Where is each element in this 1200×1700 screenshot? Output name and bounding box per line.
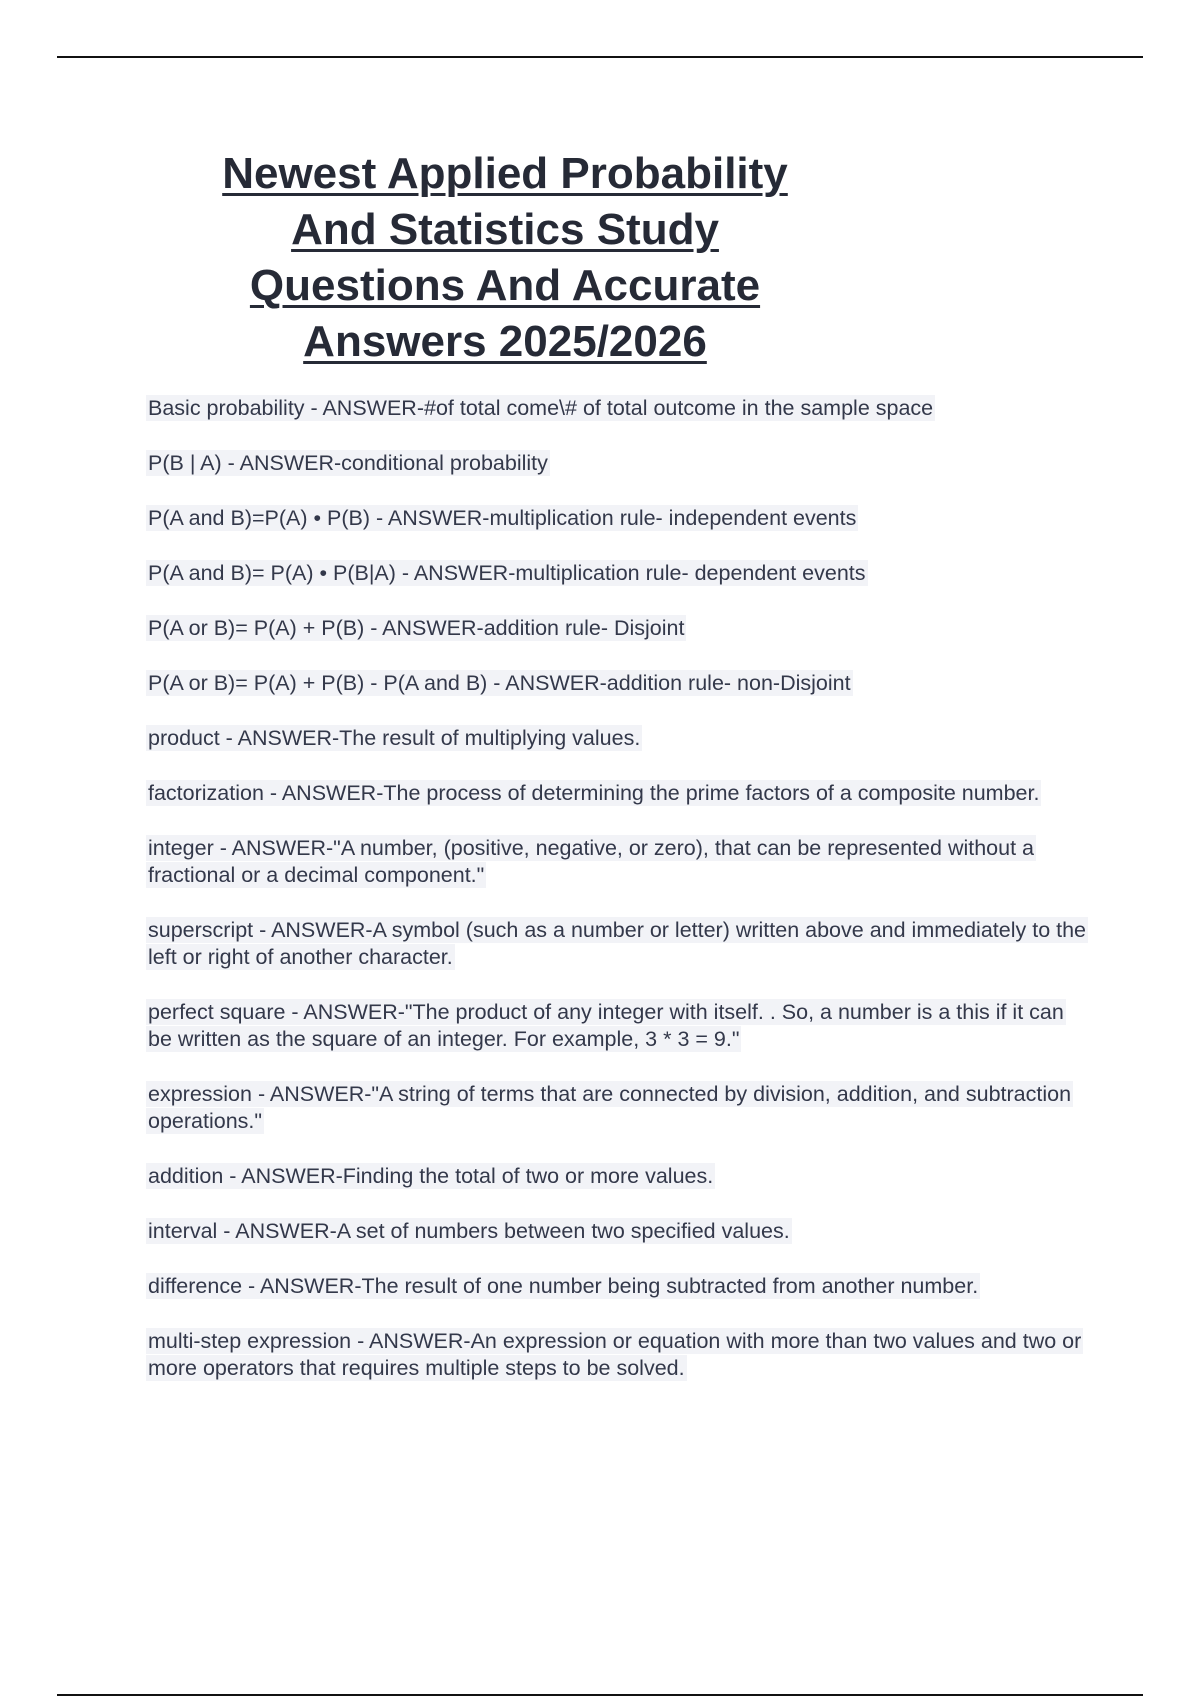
qa-item [146,615,1091,642]
qa-text: P(A and B)= P(A) • P(B|A) - ANSWER-multiplication rule- dependent events [148,561,866,585]
qa-item [146,395,1091,422]
qa-item [146,1081,1091,1135]
qa-text: superscript - ANSWER-A symbol (such as a number or letter) written above and immediately to the left or right of another character. [148,918,1087,969]
qa-item [146,1328,1091,1382]
qa-item [146,450,1091,477]
qa-item [146,725,1091,752]
qa-item [146,1163,1091,1190]
qa-text: Basic probability - ANSWER-#of total come\# of total outcome in the sample space [148,396,934,420]
qa-text: addition - ANSWER-Finding the total of two or more values. [148,1164,714,1188]
qa-text: P(A and B)=P(A) • P(B) - ANSWER-multiplication rule- independent events [148,506,857,530]
qa-item [146,780,1091,807]
bottom-rule [57,1694,1143,1696]
qa-item [146,835,1091,889]
qa-item [146,1273,1091,1300]
qa-text: integer - ANSWER-"A number, (positive, negative, or zero), that can be represented without a fractional or a decimal component." [148,836,1034,887]
qa-item [146,505,1091,532]
qa-text: multi-step expression - ANSWER-An expression or equation with more than two values and two or more operators that requires multiple steps to be solved. [148,1329,1082,1380]
title-line-3: Questions And Accurate [249,261,761,310]
title-line-2: And Statistics Study [291,205,719,254]
title-line-1: Newest Applied Probability [222,149,788,198]
qa-text: interval - ANSWER-A set of numbers between two specified values. [148,1219,790,1243]
qa-item [146,917,1091,971]
top-rule [57,56,1143,58]
qa-item [146,560,1091,587]
qa-text: product - ANSWER-The result of multiplying values. [148,726,641,750]
qa-item [146,1218,1091,1245]
qa-item [146,999,1091,1053]
qa-text: expression - ANSWER-"A string of terms that are connected by division, addition, and subtraction operations." [148,1082,1072,1133]
qa-text: P(A or B)= P(A) + P(B) - ANSWER-addition rule- Disjoint [148,616,685,640]
document-title [150,146,860,370]
qa-text: perfect square - ANSWER-"The product of any integer with itself. . So, a number is a this if it can be written as the square of an integer. For example, 3 * 3 = 9." [148,1000,1064,1051]
qa-text: P(B | A) - ANSWER-conditional probability [148,451,548,475]
qa-item [146,670,1091,697]
qa-text: factorization - ANSWER-The process of determining the prime factors of a composite number. [148,781,1040,805]
qa-text: P(A or B)= P(A) + P(B) - P(A and B) - ANSWER-addition rule- non-Disjoint [148,671,851,695]
qa-list [146,395,1091,1410]
qa-text: difference - ANSWER-The result of one number being subtracted from another number. [148,1274,979,1298]
title-line-4: Answers 2025/2026 [303,317,707,366]
